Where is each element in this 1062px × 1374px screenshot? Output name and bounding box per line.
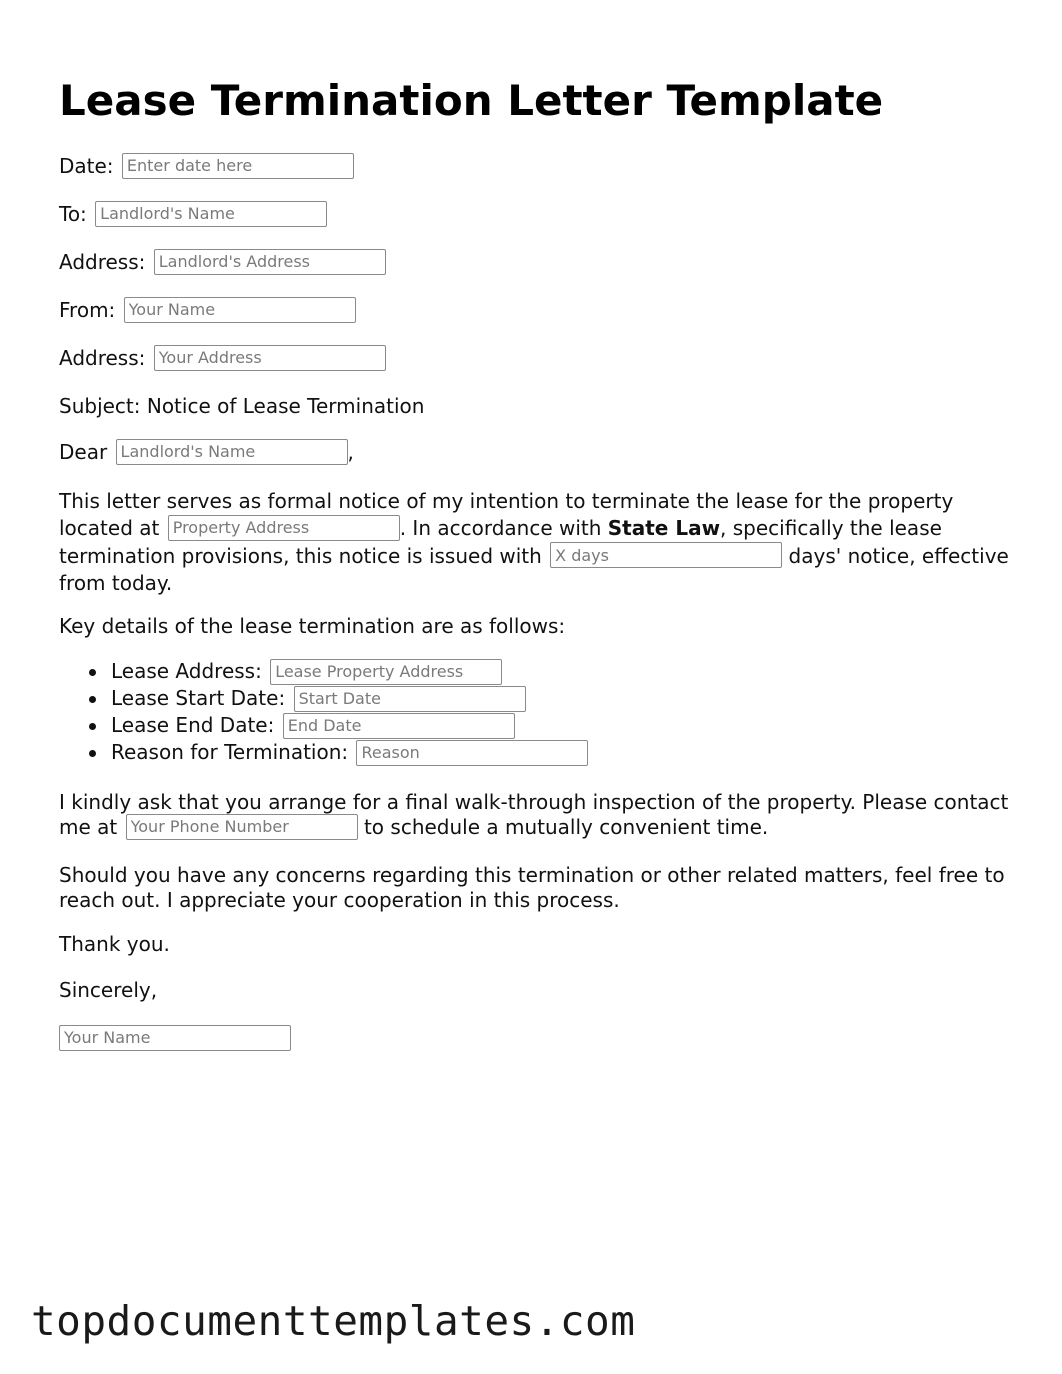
lease-start-date-label: Lease Start Date:: [111, 686, 286, 710]
your-address-row: [59, 344, 386, 372]
subject-line: Subject: Notice of Lease Termination: [59, 394, 425, 418]
signature-name-input[interactable]: [59, 1025, 291, 1051]
key-details-intro: Key details of the lease termination are as follows:: [59, 614, 566, 638]
your-address-label: Address:: [59, 346, 146, 370]
landlord-name-input[interactable]: [95, 201, 327, 227]
concerns-paragraph: [59, 863, 1009, 913]
page-title: Lease Termination Letter Template: [59, 76, 884, 125]
lease-end-date-input[interactable]: [283, 713, 515, 739]
site-watermark: topdocumenttemplates.com: [31, 1297, 636, 1345]
date-row: [59, 152, 354, 180]
inspection-text-1: I kindly ask that you arrange for a final walk-through inspection of the property. Please contact me at: [59, 790, 1009, 839]
notice-text-3: , specifically the lease termination provisions, this notice is issued with: [59, 516, 942, 568]
inspection-paragraph: [59, 790, 1009, 842]
key-details-list: [59, 658, 588, 766]
salutation-row: [59, 438, 354, 466]
lease-address-input[interactable]: [270, 659, 502, 685]
from-label: From:: [59, 298, 116, 322]
salutation-landlord-name-input[interactable]: [116, 439, 348, 465]
lease-end-date-label: Lease End Date:: [111, 713, 275, 737]
inspection-text-2: to schedule a mutually convenient time.: [363, 815, 769, 839]
lease-start-date-input[interactable]: [294, 686, 526, 712]
to-label: To:: [59, 202, 87, 226]
your-name-input[interactable]: [124, 297, 356, 323]
date-input[interactable]: [122, 153, 354, 179]
termination-reason-input[interactable]: [356, 740, 588, 766]
concerns-text: Should you have any concerns regarding this termination or other related matters, feel free to reach out. I appreciate your cooperation in this process.: [59, 863, 1005, 912]
landlord-address-row: [59, 248, 386, 276]
date-label: Date:: [59, 154, 114, 178]
list-item-lease-start-date: [111, 685, 588, 712]
your-address-input[interactable]: [154, 345, 386, 371]
thanks-line: Thank you.: [59, 932, 170, 956]
from-row: [59, 296, 356, 324]
notice-text-1: This letter serves as formal notice of my intention to terminate the lease for the property located at: [59, 489, 954, 540]
termination-reason-label: Reason for Termination:: [111, 740, 349, 764]
landlord-address-label: Address:: [59, 250, 146, 274]
closing-line: Sincerely,: [59, 978, 158, 1002]
signature-row: [59, 1024, 291, 1052]
phone-number-input[interactable]: [126, 814, 358, 840]
landlord-address-input[interactable]: [154, 249, 386, 275]
list-item-lease-end-date: [111, 712, 588, 739]
to-row: [59, 200, 327, 228]
lease-address-label: Lease Address:: [111, 659, 262, 683]
notice-paragraph: [59, 488, 1009, 597]
salutation-dear: Dear: [59, 440, 108, 464]
notice-text-4: days' notice, effective from today.: [59, 543, 1009, 595]
property-address-input[interactable]: [168, 515, 400, 541]
list-item-lease-address: [111, 658, 588, 685]
notice-days-input[interactable]: [550, 542, 782, 568]
list-item-termination-reason: [111, 739, 588, 766]
notice-text-2: . In accordance with: [399, 516, 602, 540]
state-law-text: State Law: [607, 516, 721, 540]
salutation-comma: ,: [347, 440, 354, 464]
